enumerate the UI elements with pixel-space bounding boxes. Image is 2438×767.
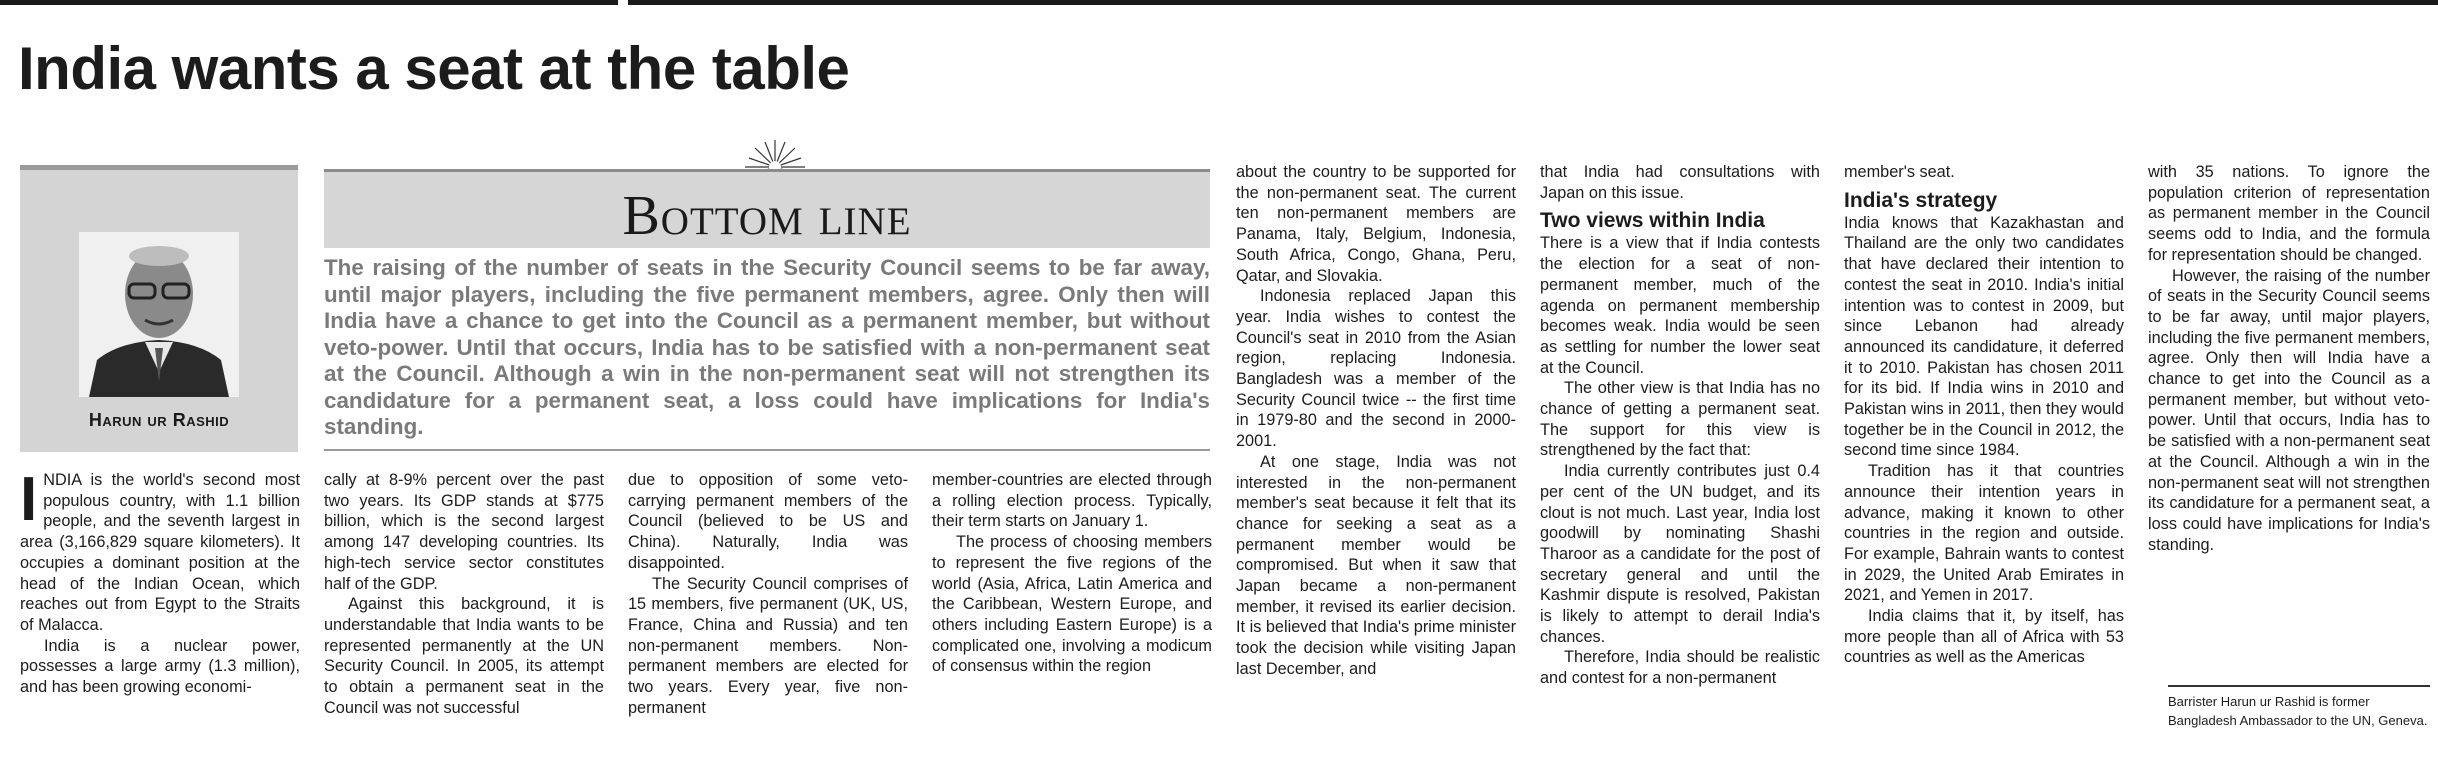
article-column-4 xyxy=(932,470,1212,677)
paragraph: that India had consultations with Japan on this issue. xyxy=(1540,163,1820,202)
paragraph: NDIA is the world's second most populous country, with 1.1 billion people, and the seventh largest in area (3,166,829 square kilometers). It occupies a dominant position at the head of the Indian Ocean, which reaches out from Egypt to the Straits of Malacca. xyxy=(20,471,300,634)
author-name: Harun ur Rashid xyxy=(88,410,230,430)
paragraph: member's seat. xyxy=(1844,163,1955,181)
paragraph: India claims that it, by itself, has more people than all of Africa with 53 countries as well as the Americas xyxy=(1844,607,2124,667)
paragraph: about the country to be supported for the non-permanent seat. The current ten non-permanent members are Panama, Italy, Belgium, Indonesia, South Africa, Congo, Ghana, Peru, Qatar, and Slovakia. xyxy=(1236,163,1516,285)
paragraph: Tradition has it that countries announce their intention years in advance, making it known to other countries in the region and outside. For example, Bahrain wants to contest in 2029, the United Arab Emirates in 2021, and Yemen in 2017. xyxy=(1844,462,2124,605)
paragraph: cally at 8-9% percent over the past two years. Its GDP stands at $775 billion, which is the second largest among 147 developing countries. Its high-tech service sector constitutes half of the GDP. xyxy=(324,471,604,593)
drop-cap: I xyxy=(20,465,38,534)
paragraph: due to opposition of some veto-carrying permanent members of the Council (believed to be US and China). Naturally, India was disappointed. xyxy=(628,471,908,572)
paragraph: The other view is that India has no chance of getting a permanent seat. The support for this view is strengthened by the fact that: xyxy=(1540,379,1820,460)
article-column-3 xyxy=(628,470,908,718)
article-column-2 xyxy=(324,470,604,718)
paragraph: The Security Council comprises of 15 members, five permanent (UK, US, France, China and Russia) and ten non-permanent members. Non-permanent members are elected for two years. Every year, five non-permanent xyxy=(628,574,908,717)
bottom-line-summary: The raising of the number of seats in the Security Council seems to be far away, until major players, including the five permanent members, agree. Only then will India have a chance to get into the Council as a permanent member, but without veto-power. Until that occurs, India has to be satisfied with a non-permanent seat at the Council. Although a win in the non-permanent seat will not strengthen its candidature for a permanent seat, a loss could have implications for India's standing. xyxy=(324,255,1210,439)
portrait-icon xyxy=(79,232,239,397)
paragraph: Indonesia replaced Japan this year. India wishes to contest the Council's seat in 2010 from the Asian region, replacing Indonesia. Bangladesh was a member of the Security Council twice -- the first time in 1979-80 and the second in 2000-2001. xyxy=(1236,287,1516,451)
summary-underline xyxy=(324,449,1210,451)
article-column-7 xyxy=(1844,162,2124,668)
top-rule-right xyxy=(628,0,2438,5)
credit-rule xyxy=(2168,685,2430,687)
article-column-8 xyxy=(2148,162,2430,555)
paragraph: India is a nuclear power, possesses a large army (1.3 million), and has been growing economi- xyxy=(20,636,300,697)
subheading: India's strategy xyxy=(1844,188,1998,212)
article-column-6 xyxy=(1540,162,1820,689)
portrait-photo xyxy=(79,232,239,397)
paragraph: member-countries are elected through a rolling election process. Typically, their term starts on January 1. xyxy=(932,471,1212,531)
author-credit: Barrister Harun ur Rashid is former Bangladesh Ambassador to the UN, Geneva. xyxy=(2168,694,2428,728)
paragraph: India currently contributes just 0.4 per cent of the UN budget, and its clout is not much. Last year, India lost goodwill by nominating Shashi Tharoor as a candidate for the post of secretary general and until the Kashmir dispute is resolved, Pakistan is likely to attempt to derail India's chances. xyxy=(1540,462,1820,646)
paragraph: At one stage, India was not interested in the non-permanent member's seat because it felt that its chance for seeking a seat as a permanent member would be compromised. But when it saw that Japan became a non-permanent member, it revised its earlier decision. It is believed that India's prime minister took the decision while visiting Japan last December, and xyxy=(1236,452,1517,678)
paragraph: India knows that Kazakhastan and Thailand are the only two candidates that have declared their intention to contest the seat in 2010. India's initial intention was to contest in 2009, but since Lebanon had already announced its candidature, it deferred it to 2010. Pakistan has chosen 2011 for its bid. If India wins in 2010 and Pakistan wins in 2011, then they would together be in the Council in 2012, the second time since 1984. xyxy=(1844,213,2124,460)
paragraph: Against this background, it is understandable that India wants to be represented permanently at the UN Security Council. In 2005, its attempt to obtain a permanent seat in the Council was not successful xyxy=(324,595,604,717)
bottom-line-title: Bottom line xyxy=(622,185,912,247)
paragraph: However, the raising of the number of seats in the Security Council seems to be far away, until major players, including the five permanent members, agree. Only then will India have a chance to get into the Council as a permanent member, but without veto-power. Until that occurs, India has to be satisfied with a non-permanent seat at the Council. Although a win in the non-permanent seat will not strengthen its candidature for a permanent seat, a loss could have implications for India's standing. xyxy=(2148,266,2430,554)
article-column-1 xyxy=(20,465,300,698)
article-column-5 xyxy=(1236,162,1516,680)
headline: India wants a seat at the table xyxy=(18,35,850,102)
paragraph: with 35 nations. To ignore the population criterion of representation as permanent member in the Council seems odd to India, and the formula for representation should be changed. xyxy=(2148,163,2430,264)
subheading: Two views within India xyxy=(1540,209,1765,233)
top-rule-left xyxy=(0,0,618,5)
paragraph: There is a view that if India contests the election for a seat of non-permanent member, much of the agenda on permanent membership becomes weak. India would be seen as settling for number the lower seat at the Council. xyxy=(1540,234,1820,377)
paragraph: The process of choosing members to represent the five regions of the world (Asia, Africa, Latin America and the Caribbean, Western Europe, and others including Eastern Europe) is a complicated one, involving a modicum of consensus within the region xyxy=(932,533,1212,676)
paragraph: Therefore, India should be realistic and contest for a non-permanent xyxy=(1540,648,1820,688)
author-box xyxy=(20,165,298,452)
